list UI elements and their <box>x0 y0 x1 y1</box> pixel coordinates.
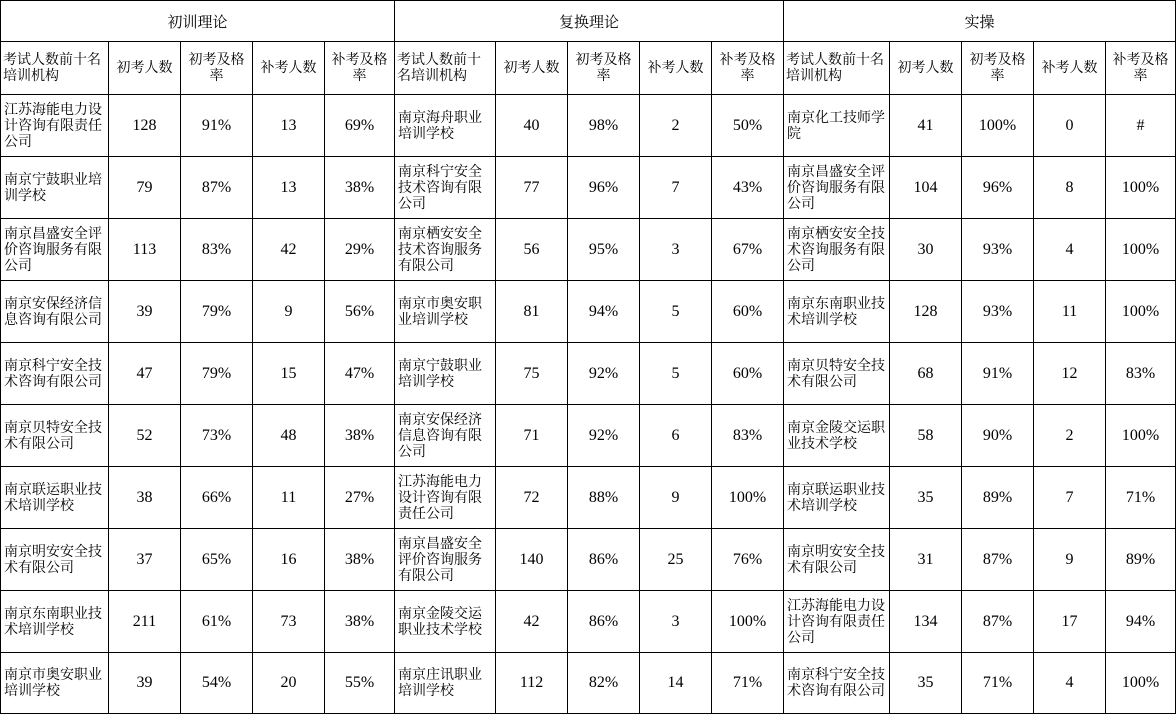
initial-theory-first-rate-cell: 79% <box>181 343 253 405</box>
renewal-theory-retake-rate-cell: 100% <box>712 467 784 529</box>
practical-org-name-cell: 南京东南职业技术培训学校 <box>784 281 890 343</box>
renewal-theory-retake-rate-cell: 60% <box>712 343 784 405</box>
column-header-retake-rate: 补考及格率 <box>712 42 784 95</box>
column-header-first-count: 初考人数 <box>496 42 568 95</box>
practical-retake-count-cell: 11 <box>1034 281 1106 343</box>
practical-org-name-cell: 南京栖安安全技术咨询服务有限公司 <box>784 219 890 281</box>
renewal-theory-first-count-cell: 77 <box>496 157 568 219</box>
practical-org-name-cell: 南京明安安全技术有限公司 <box>784 529 890 591</box>
initial-theory-first-rate-cell: 66% <box>181 467 253 529</box>
initial-theory-retake-rate-cell: 69% <box>325 95 395 157</box>
renewal-theory-retake-count-cell: 3 <box>640 591 712 653</box>
practical-org-name-cell: 南京贝特安全技术有限公司 <box>784 343 890 405</box>
renewal-theory-retake-rate-cell: 83% <box>712 405 784 467</box>
renewal-theory-first-rate-cell: 94% <box>568 281 640 343</box>
table-row <box>1 95 1176 157</box>
column-header-org: 考试人数前十名培训机构 <box>395 42 496 95</box>
renewal-theory-retake-count-cell: 6 <box>640 405 712 467</box>
initial-theory-first-rate-cell: 87% <box>181 157 253 219</box>
renewal-theory-first-count-cell: 71 <box>496 405 568 467</box>
initial-theory-first-rate-cell: 65% <box>181 529 253 591</box>
renewal-theory-first-rate-cell: 98% <box>568 95 640 157</box>
practical-first-rate-cell: 93% <box>962 281 1034 343</box>
initial-theory-retake-rate-cell: 56% <box>325 281 395 343</box>
renewal-theory-first-count-cell: 140 <box>496 529 568 591</box>
table-row <box>1 467 1176 529</box>
renewal-theory-first-count-cell: 72 <box>496 467 568 529</box>
renewal-theory-retake-count-cell: 14 <box>640 653 712 714</box>
practical-first-count-cell: 104 <box>890 157 962 219</box>
initial-theory-retake-count-cell: 13 <box>253 95 325 157</box>
table-row <box>1 343 1176 405</box>
practical-retake-count-cell: 12 <box>1034 343 1106 405</box>
initial-theory-retake-rate-cell: 47% <box>325 343 395 405</box>
practical-first-count-cell: 35 <box>890 467 962 529</box>
renewal-theory-first-rate-cell: 82% <box>568 653 640 714</box>
renewal-theory-first-count-cell: 40 <box>496 95 568 157</box>
renewal-theory-org-name-cell: 南京市奥安职业培训学校 <box>395 281 496 343</box>
practical-retake-rate-cell: # <box>1106 95 1176 157</box>
renewal-theory-org-name-cell: 南京栖安安全技术咨询服务有限公司 <box>395 219 496 281</box>
initial-theory-org-name-cell: 江苏海能电力设计咨询有限责任公司 <box>1 95 109 157</box>
practical-first-count-cell: 134 <box>890 591 962 653</box>
practical-retake-rate-cell: 100% <box>1106 653 1176 714</box>
initial-theory-retake-count-cell: 20 <box>253 653 325 714</box>
renewal-theory-first-rate-cell: 86% <box>568 591 640 653</box>
practical-org-name-cell: 南京科宁安全技术咨询有限公司 <box>784 653 890 714</box>
column-header-retake-rate: 补考及格率 <box>325 42 395 95</box>
practical-org-name-cell: 南京金陵交运职业技术学校 <box>784 405 890 467</box>
initial-theory-retake-rate-cell: 38% <box>325 157 395 219</box>
renewal-theory-retake-count-cell: 7 <box>640 157 712 219</box>
initial-theory-first-count-cell: 37 <box>109 529 181 591</box>
initial-theory-org-name-cell: 南京东南职业技术培训学校 <box>1 591 109 653</box>
initial-theory-org-name-cell: 南京贝特安全技术有限公司 <box>1 405 109 467</box>
initial-theory-retake-count-cell: 15 <box>253 343 325 405</box>
practical-retake-rate-cell: 89% <box>1106 529 1176 591</box>
renewal-theory-first-count-cell: 112 <box>496 653 568 714</box>
renewal-theory-retake-count-cell: 5 <box>640 281 712 343</box>
column-header-org: 考试人数前十名培训机构 <box>784 42 890 95</box>
renewal-theory-retake-rate-cell: 43% <box>712 157 784 219</box>
initial-theory-first-rate-cell: 79% <box>181 281 253 343</box>
initial-theory-org-name-cell: 南京宁鼓职业培训学校 <box>1 157 109 219</box>
renewal-theory-org-name-cell: 江苏海能电力设计咨询有限责任公司 <box>395 467 496 529</box>
renewal-theory-first-count-cell: 75 <box>496 343 568 405</box>
initial-theory-retake-count-cell: 9 <box>253 281 325 343</box>
initial-theory-first-count-cell: 39 <box>109 653 181 714</box>
initial-theory-retake-rate-cell: 38% <box>325 405 395 467</box>
practical-retake-rate-cell: 94% <box>1106 591 1176 653</box>
renewal-theory-first-rate-cell: 92% <box>568 343 640 405</box>
practical-first-count-cell: 58 <box>890 405 962 467</box>
practical-retake-count-cell: 2 <box>1034 405 1106 467</box>
initial-theory-org-name-cell: 南京昌盛安全评价咨询服务有限公司 <box>1 219 109 281</box>
practical-retake-count-cell: 4 <box>1034 219 1106 281</box>
practical-first-rate-cell: 71% <box>962 653 1034 714</box>
practical-retake-rate-cell: 100% <box>1106 157 1176 219</box>
practical-first-rate-cell: 89% <box>962 467 1034 529</box>
table-row <box>1 591 1176 653</box>
table-row <box>1 529 1176 591</box>
column-header-first-count: 初考人数 <box>890 42 962 95</box>
renewal-theory-retake-count-cell: 5 <box>640 343 712 405</box>
renewal-theory-retake-rate-cell: 50% <box>712 95 784 157</box>
renewal-theory-first-rate-cell: 88% <box>568 467 640 529</box>
renewal-theory-first-rate-cell: 92% <box>568 405 640 467</box>
practical-org-name-cell: 南京化工技师学院 <box>784 95 890 157</box>
renewal-theory-retake-rate-cell: 67% <box>712 219 784 281</box>
initial-theory-retake-rate-cell: 29% <box>325 219 395 281</box>
renewal-theory-retake-rate-cell: 60% <box>712 281 784 343</box>
practical-retake-rate-cell: 71% <box>1106 467 1176 529</box>
initial-theory-retake-count-cell: 48 <box>253 405 325 467</box>
table-body <box>1 95 1176 714</box>
column-header-retake-count: 补考人数 <box>253 42 325 95</box>
practical-first-rate-cell: 91% <box>962 343 1034 405</box>
practical-first-rate-cell: 87% <box>962 529 1034 591</box>
initial-theory-first-count-cell: 47 <box>109 343 181 405</box>
renewal-theory-retake-count-cell: 2 <box>640 95 712 157</box>
table-row <box>1 405 1176 467</box>
initial-theory-retake-rate-cell: 27% <box>325 467 395 529</box>
initial-theory-first-rate-cell: 54% <box>181 653 253 714</box>
table-row <box>1 653 1176 714</box>
group-header-initial-theory: 初训理论 <box>1 1 395 42</box>
initial-theory-org-name-cell: 南京明安安全技术有限公司 <box>1 529 109 591</box>
practical-first-count-cell: 41 <box>890 95 962 157</box>
initial-theory-first-count-cell: 38 <box>109 467 181 529</box>
column-header-retake-count: 补考人数 <box>1034 42 1106 95</box>
group-header-renewal-theory: 复换理论 <box>395 1 784 42</box>
practical-retake-count-cell: 9 <box>1034 529 1106 591</box>
practical-retake-count-cell: 8 <box>1034 157 1106 219</box>
column-header-row <box>1 42 1176 95</box>
renewal-theory-org-name-cell: 南京庄讯职业培训学校 <box>395 653 496 714</box>
practical-retake-count-cell: 4 <box>1034 653 1106 714</box>
initial-theory-retake-rate-cell: 55% <box>325 653 395 714</box>
practical-first-rate-cell: 87% <box>962 591 1034 653</box>
initial-theory-first-rate-cell: 91% <box>181 95 253 157</box>
table-row <box>1 281 1176 343</box>
column-header-org: 考试人数前十名培训机构 <box>1 42 109 95</box>
practical-retake-rate-cell: 100% <box>1106 405 1176 467</box>
practical-org-name-cell: 南京联运职业技术培训学校 <box>784 467 890 529</box>
table-row <box>1 157 1176 219</box>
initial-theory-first-count-cell: 52 <box>109 405 181 467</box>
practical-first-count-cell: 31 <box>890 529 962 591</box>
practical-first-count-cell: 68 <box>890 343 962 405</box>
renewal-theory-retake-rate-cell: 100% <box>712 591 784 653</box>
column-header-first-rate: 初考及格率 <box>568 42 640 95</box>
initial-theory-first-count-cell: 79 <box>109 157 181 219</box>
practical-first-count-cell: 35 <box>890 653 962 714</box>
practical-first-count-cell: 128 <box>890 281 962 343</box>
practical-first-rate-cell: 100% <box>962 95 1034 157</box>
renewal-theory-org-name-cell: 南京海舟职业培训学校 <box>395 95 496 157</box>
renewal-theory-retake-count-cell: 25 <box>640 529 712 591</box>
initial-theory-first-count-cell: 39 <box>109 281 181 343</box>
renewal-theory-first-count-cell: 81 <box>496 281 568 343</box>
initial-theory-first-count-cell: 113 <box>109 219 181 281</box>
column-header-retake-rate: 补考及格率 <box>1106 42 1176 95</box>
renewal-theory-first-count-cell: 42 <box>496 591 568 653</box>
initial-theory-first-rate-cell: 83% <box>181 219 253 281</box>
initial-theory-first-rate-cell: 61% <box>181 591 253 653</box>
initial-theory-retake-rate-cell: 38% <box>325 529 395 591</box>
renewal-theory-retake-count-cell: 9 <box>640 467 712 529</box>
column-header-retake-count: 补考人数 <box>640 42 712 95</box>
initial-theory-org-name-cell: 南京科宁安全技术咨询有限公司 <box>1 343 109 405</box>
initial-theory-retake-count-cell: 16 <box>253 529 325 591</box>
renewal-theory-first-rate-cell: 86% <box>568 529 640 591</box>
group-header-practical: 实操 <box>784 1 1176 42</box>
initial-theory-first-count-cell: 128 <box>109 95 181 157</box>
practical-retake-count-cell: 0 <box>1034 95 1106 157</box>
table-row <box>1 219 1176 281</box>
group-header-row <box>1 1 1176 42</box>
renewal-theory-org-name-cell: 南京科宁安全技术咨询有限公司 <box>395 157 496 219</box>
initial-theory-org-name-cell: 南京安保经济信息咨询有限公司 <box>1 281 109 343</box>
initial-theory-retake-count-cell: 13 <box>253 157 325 219</box>
practical-first-rate-cell: 93% <box>962 219 1034 281</box>
column-header-first-rate: 初考及格率 <box>181 42 253 95</box>
practical-retake-rate-cell: 100% <box>1106 281 1176 343</box>
initial-theory-org-name-cell: 南京联运职业技术培训学校 <box>1 467 109 529</box>
renewal-theory-retake-rate-cell: 71% <box>712 653 784 714</box>
renewal-theory-org-name-cell: 南京昌盛安全评价咨询服务有限公司 <box>395 529 496 591</box>
initial-theory-first-rate-cell: 73% <box>181 405 253 467</box>
practical-org-name-cell: 江苏海能电力设计咨询有限责任公司 <box>784 591 890 653</box>
initial-theory-org-name-cell: 南京市奥安职业培训学校 <box>1 653 109 714</box>
renewal-theory-first-rate-cell: 95% <box>568 219 640 281</box>
column-header-first-count: 初考人数 <box>109 42 181 95</box>
initial-theory-retake-count-cell: 42 <box>253 219 325 281</box>
practical-retake-count-cell: 17 <box>1034 591 1106 653</box>
practical-org-name-cell: 南京昌盛安全评价咨询服务有限公司 <box>784 157 890 219</box>
renewal-theory-org-name-cell: 南京金陵交运职业技术学校 <box>395 591 496 653</box>
practical-first-rate-cell: 96% <box>962 157 1034 219</box>
practical-retake-rate-cell: 100% <box>1106 219 1176 281</box>
renewal-theory-org-name-cell: 南京宁鼓职业培训学校 <box>395 343 496 405</box>
renewal-theory-org-name-cell: 南京安保经济信息咨询有限公司 <box>395 405 496 467</box>
renewal-theory-retake-count-cell: 3 <box>640 219 712 281</box>
initial-theory-retake-count-cell: 73 <box>253 591 325 653</box>
practical-retake-rate-cell: 83% <box>1106 343 1176 405</box>
practical-first-rate-cell: 90% <box>962 405 1034 467</box>
initial-theory-retake-rate-cell: 38% <box>325 591 395 653</box>
practical-first-count-cell: 30 <box>890 219 962 281</box>
initial-theory-first-count-cell: 211 <box>109 591 181 653</box>
renewal-theory-first-rate-cell: 96% <box>568 157 640 219</box>
column-header-first-rate: 初考及格率 <box>962 42 1034 95</box>
initial-theory-retake-count-cell: 11 <box>253 467 325 529</box>
renewal-theory-first-count-cell: 56 <box>496 219 568 281</box>
renewal-theory-retake-rate-cell: 76% <box>712 529 784 591</box>
practical-retake-count-cell: 7 <box>1034 467 1106 529</box>
